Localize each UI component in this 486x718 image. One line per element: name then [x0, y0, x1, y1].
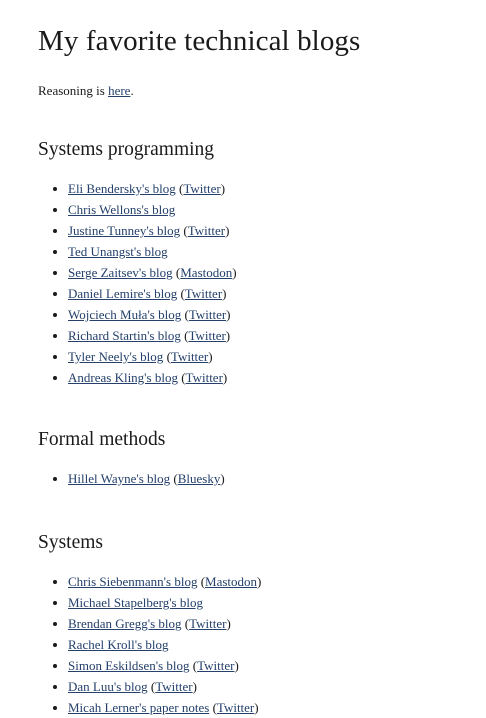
- list-item: [68, 283, 486, 304]
- paren-close: ): [226, 616, 231, 631]
- blog-link[interactable]: Serge Zaitsev's blog: [68, 265, 173, 280]
- social-link[interactable]: Twitter: [155, 679, 193, 694]
- blog-link[interactable]: Justine Tunney's blog: [68, 223, 181, 238]
- paren-close: ): [234, 658, 239, 673]
- paren-open: (: [147, 679, 156, 694]
- reasoning-link[interactable]: here: [108, 83, 131, 98]
- paren-close: ): [220, 181, 226, 196]
- list-item: [68, 178, 486, 199]
- social-link[interactable]: Twitter: [188, 328, 226, 343]
- blog-list: [38, 468, 486, 489]
- blog-link[interactable]: Rachel Kroll's blog: [68, 637, 169, 652]
- social-link[interactable]: Twitter: [189, 616, 227, 631]
- social-link[interactable]: Twitter: [185, 370, 223, 385]
- blog-link[interactable]: Simon Eskildsen's blog: [68, 658, 190, 673]
- paren-close: ): [257, 574, 262, 589]
- list-item: [68, 199, 486, 220]
- paren-open: (: [189, 658, 198, 673]
- paren-open: (: [181, 307, 189, 322]
- paren-open: (: [170, 471, 178, 486]
- paren-open: (: [177, 286, 185, 301]
- blog-link[interactable]: Dan Luu's blog: [68, 679, 148, 694]
- blog-link[interactable]: Ted Unangst's blog: [68, 244, 168, 259]
- blog-list: [38, 571, 486, 718]
- list-item: [68, 220, 486, 241]
- list-item: [68, 346, 486, 367]
- social-link[interactable]: Twitter: [197, 658, 235, 673]
- paren-open: (: [172, 265, 181, 280]
- section-systems-programming: [38, 138, 486, 388]
- list-item: [68, 592, 486, 613]
- blog-link[interactable]: Daniel Lemire's blog: [68, 286, 178, 301]
- social-link[interactable]: Mastodon: [180, 265, 233, 280]
- blog-link[interactable]: Brendan Gregg's blog: [68, 616, 182, 631]
- paren-close: ): [226, 307, 231, 322]
- blog-link[interactable]: Andreas Kling's blog: [68, 370, 178, 385]
- blog-link[interactable]: Hillel Wayne's blog: [68, 471, 171, 486]
- intro-paragraph: [38, 82, 486, 100]
- list-item: [68, 634, 486, 655]
- paren-close: ): [208, 349, 213, 364]
- paren-close: ): [254, 700, 259, 715]
- section-formal-methods: [38, 428, 486, 489]
- social-link[interactable]: Twitter: [170, 349, 209, 364]
- section-systems: [38, 531, 486, 718]
- social-link[interactable]: Twitter: [187, 223, 226, 238]
- social-link[interactable]: Twitter: [183, 181, 221, 196]
- paren-close: ): [222, 286, 227, 301]
- paren-open: (: [181, 616, 190, 631]
- social-link[interactable]: Twitter: [184, 286, 223, 301]
- paren-open: (: [175, 181, 184, 196]
- intro-end: .: [130, 83, 134, 98]
- list-item: [68, 613, 486, 634]
- list-item: [68, 241, 486, 262]
- paren-open: (: [177, 370, 186, 385]
- section-heading: Systems: [38, 532, 104, 553]
- paren-close: ): [220, 471, 225, 486]
- paren-open: (: [163, 349, 171, 364]
- list-item: [68, 571, 486, 592]
- page-title: My favorite technical blogs: [38, 25, 361, 57]
- social-link[interactable]: Bluesky: [177, 471, 221, 486]
- social-link[interactable]: Mastodon: [205, 574, 258, 589]
- paren-close: ): [222, 370, 228, 385]
- section-heading: Formal methods: [38, 429, 166, 450]
- paren-open: (: [180, 223, 188, 238]
- social-link[interactable]: Twitter: [216, 700, 255, 715]
- intro-text: Reasoning is: [38, 83, 109, 98]
- list-item: [68, 697, 486, 718]
- blog-link[interactable]: Michael Stapelberg's blog: [68, 595, 203, 610]
- paren-close: ): [192, 679, 197, 694]
- blog-link[interactable]: Wojciech Muła's blog: [68, 307, 182, 322]
- paren-close: ): [225, 223, 230, 238]
- paren-open: (: [180, 328, 189, 343]
- blog-link[interactable]: Micah Lerner's paper notes: [68, 700, 210, 715]
- section-heading: Systems programming: [38, 139, 215, 160]
- list-item: [68, 367, 486, 388]
- blog-link[interactable]: Chris Siebenmann's blog: [68, 574, 198, 589]
- list-item: [68, 468, 486, 489]
- list-item: [68, 325, 486, 346]
- paren-open: (: [209, 700, 217, 715]
- blog-link[interactable]: Tyler Neely's blog: [68, 349, 164, 364]
- list-item: [68, 676, 486, 697]
- list-item: [68, 304, 486, 325]
- paren-close: ): [225, 328, 231, 343]
- social-link[interactable]: Twitter: [188, 307, 227, 322]
- blog-link[interactable]: Chris Wellons's blog: [68, 202, 176, 217]
- list-item: [68, 262, 486, 283]
- blog-list: [38, 178, 486, 388]
- blog-link[interactable]: Eli Bendersky's blog: [68, 181, 176, 196]
- list-item: [68, 655, 486, 676]
- paren-open: (: [197, 574, 206, 589]
- paren-close: ): [232, 265, 237, 280]
- blog-link[interactable]: Richard Startin's blog: [68, 328, 181, 343]
